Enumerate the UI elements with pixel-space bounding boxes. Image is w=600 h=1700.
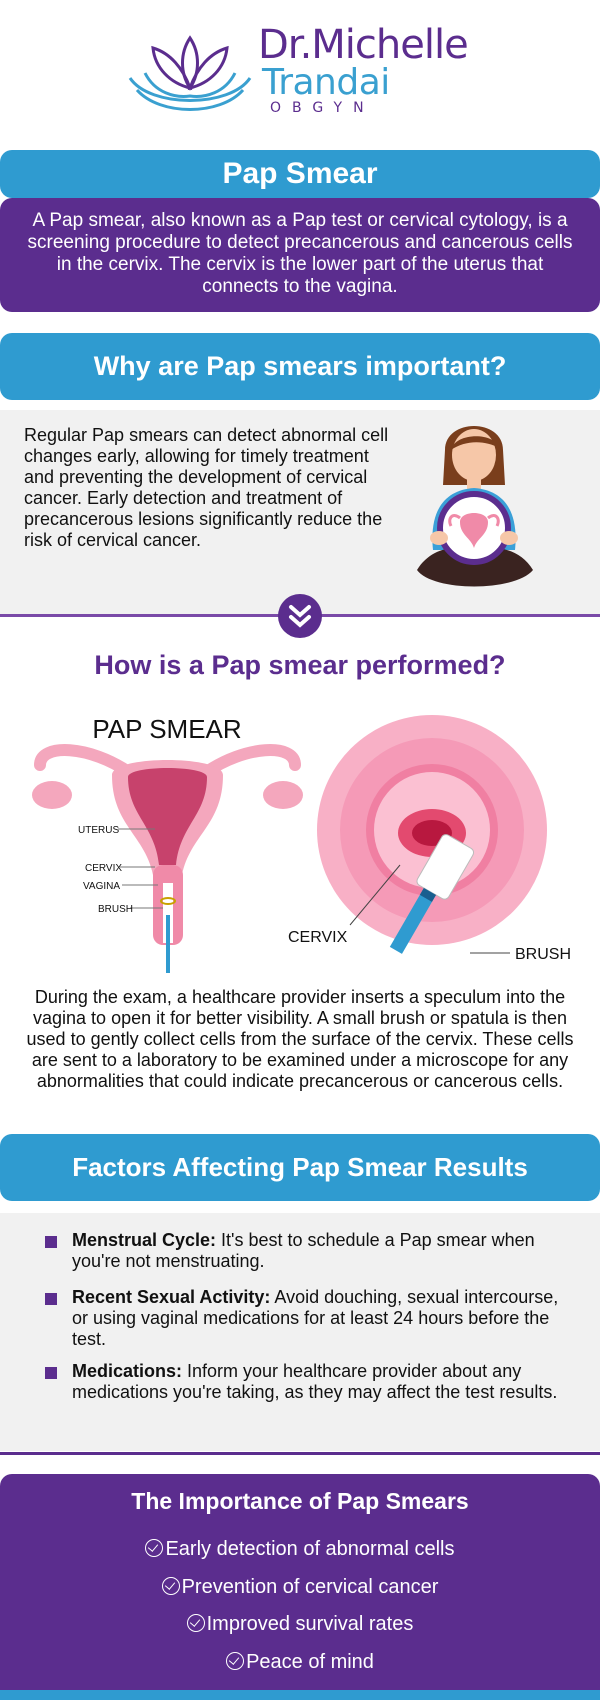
brand-name: Dr.Michelle	[258, 22, 468, 68]
factor-label: Recent Sexual Activity:	[72, 1287, 271, 1307]
check-circle-icon	[145, 1539, 163, 1557]
woman-meditating-illustration	[415, 410, 565, 595]
uterus-diagram	[30, 715, 305, 975]
footer-strip	[0, 1690, 600, 1700]
check-circle-icon	[187, 1614, 205, 1632]
how-performed-title: How is a Pap smear performed?	[94, 650, 506, 680]
bullet-icon	[45, 1367, 57, 1379]
importance-item: Early detection of abnormal cells	[0, 1538, 600, 1561]
section-divider	[0, 1452, 600, 1455]
factor-label: Menstrual Cycle:	[72, 1230, 217, 1250]
intro-text: A Pap smear, also known as a Pap test or cervical cytology, is a screening procedure to detect precancerous and cancerous cells in the cervix. The cervix is the lower part of the uterus that connects to the vagina.	[0, 198, 600, 312]
importance-item: Improved survival rates	[0, 1613, 600, 1636]
label-brush-large: BRUSH	[515, 946, 572, 963]
brand-surname: Trandai	[262, 62, 390, 103]
label-brush: BRUSH	[98, 904, 134, 915]
factor-item	[72, 1287, 572, 1350]
diagram-title: PAP SMEAR	[92, 715, 242, 744]
factor-text: It's best to schedule a Pap smear when you're not menstruating.	[72, 1230, 535, 1271]
brand-logo	[0, 0, 600, 140]
bullet-icon	[45, 1236, 57, 1248]
factor-text: Inform your healthcare provider about any medications you're taking, as they may affect the test results.	[72, 1361, 558, 1402]
bullet-icon	[45, 1293, 57, 1305]
cervix-closeup-diagram	[280, 715, 580, 975]
lotus-logo-icon	[125, 28, 255, 116]
factor-item	[72, 1230, 572, 1272]
factor-label: Medications:	[72, 1361, 183, 1381]
why-important-title: Why are Pap smears important?	[0, 333, 600, 400]
importance-title: The Importance of Pap Smears	[131, 1488, 469, 1514]
factor-text: Avoid douching, sexual intercourse, or using vaginal medications for at least 24 hours before the test.	[72, 1287, 559, 1349]
double-chevron-down-icon	[278, 594, 322, 638]
pap-smear-title: Pap Smear	[0, 150, 600, 198]
check-circle-icon	[162, 1577, 180, 1595]
why-important-text: Regular Pap smears can detect abnormal cell changes early, allowing for timely treatment and preventing the development of cervical cancer. Early detection and treatment of precancerous lesions significantly reduce the risk of cervical cancer.	[24, 425, 389, 550]
importance-item: Peace of mind	[0, 1651, 600, 1674]
factor-item	[72, 1361, 572, 1403]
brand-tag: OBGYN	[270, 100, 375, 116]
label-cervix: CERVIX	[85, 863, 123, 874]
how-performed-text: During the exam, a healthcare provider inserts a speculum into the vagina to open it for better visibility. A small brush or spatula is then used to gently collect cells from the surface of the cervix. These cells are sent to a laboratory to be examined under a microscope for any abnormalities that could indicate precancerous or cancerous cells.	[26, 987, 574, 1091]
label-uterus: UTERUS	[78, 825, 120, 836]
factors-title: Factors Affecting Pap Smear Results	[0, 1134, 600, 1201]
label-vagina: VAGINA	[83, 881, 121, 892]
label-cervix-large: CERVIX	[288, 929, 348, 946]
importance-item: Prevention of cervical cancer	[0, 1576, 600, 1599]
check-circle-icon	[226, 1652, 244, 1670]
